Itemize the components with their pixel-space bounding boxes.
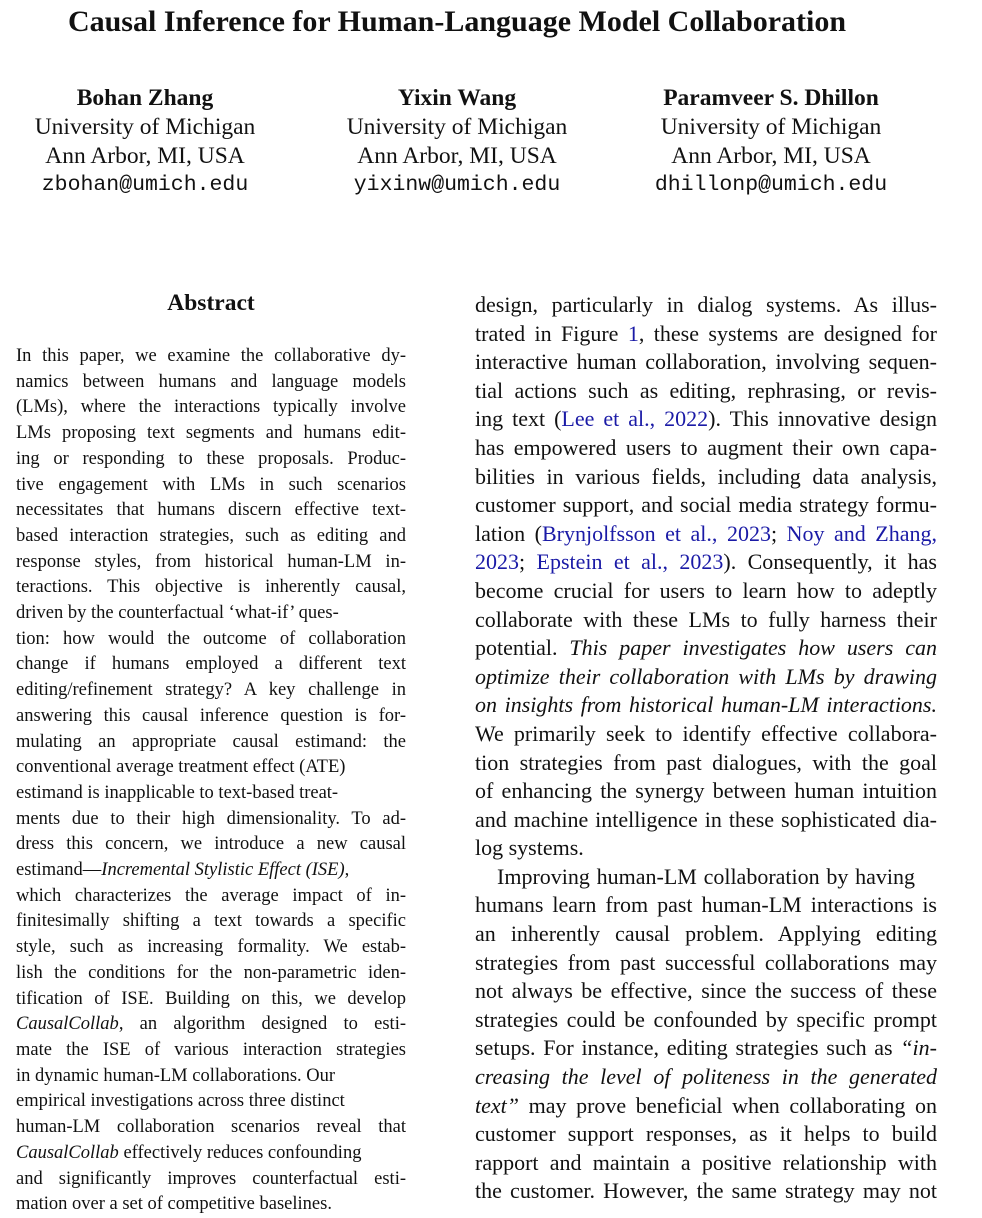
body-line: strategies could be confounded by specific prompt	[475, 1006, 937, 1032]
abstract-line: editing/refinement strategy? A key challenge in	[16, 680, 406, 701]
body-line: bilities in various fields, including data analysis,	[475, 463, 937, 489]
abstract-line: mate the ISE of various interaction strategies	[16, 1039, 406, 1060]
figure-link[interactable]: 1	[627, 320, 639, 346]
abstract-line: answering this causal inference question is for-	[16, 705, 406, 726]
abstract-line: mation over a set of competitive baselines.	[16, 1194, 332, 1215]
author-name: Paramveer S. Dhillon	[663, 85, 879, 111]
abstract-line: estimand is inapplicable to text-based treat-	[16, 782, 339, 803]
body-line: customer support responses, as it helps to build	[475, 1121, 937, 1147]
body-line: lation (Brynjolfsson et al., 2023; Noy and Zhang,	[475, 520, 937, 546]
author-email[interactable]: zbohan@umich.edu	[41, 173, 249, 197]
body-line: tion strategies from past dialogues, with the goal	[475, 749, 937, 775]
ise-term: Incremental Stylistic Effect (ISE)	[101, 860, 345, 881]
author-name: Bohan Zhang	[76, 85, 214, 111]
abstract-line: (LMs), where the interactions typically involve	[16, 397, 406, 418]
body-line: not always be effective, since the success of these	[475, 978, 937, 1004]
abstract-line: which characterizes the average impact of in-	[16, 885, 406, 906]
body-line: 2023; Epstein et al., 2023). Consequently, it has	[475, 549, 937, 575]
abstract-line: namics between humans and language models	[16, 371, 406, 392]
abstract-line: mulating an appropriate causal estimand: the	[16, 731, 406, 752]
body-line: tial actions such as editing, rephrasing, or revis-	[475, 377, 937, 403]
author-location: Ann Arbor, MI, USA	[45, 143, 245, 169]
body-line: and machine intelligence in these sophisticated dia-	[475, 806, 937, 832]
abstract-line: LMs proposing text segments and humans edit-	[16, 423, 406, 444]
citation-link[interactable]: Noy and Zhang,	[786, 520, 937, 546]
abstract-line: CausalCollab, an algorithm designed to esti-	[16, 1014, 406, 1035]
abstract-line: dress this concern, we introduce a new causal	[16, 834, 406, 855]
body-line: log systems.	[475, 835, 584, 861]
abstract-line: necessitates that humans discern effective text-	[16, 500, 406, 521]
body-line: strategies from past successful collaborations may	[475, 949, 937, 975]
citation-link[interactable]: Epstein et al., 2023	[536, 549, 724, 575]
citation-link[interactable]: 2023	[475, 549, 519, 575]
body-line: become crucial for users to learn how to adeptly	[475, 577, 937, 603]
author-location: Ann Arbor, MI, USA	[671, 143, 871, 169]
author-location: Ann Arbor, MI, USA	[357, 143, 557, 169]
author-block	[20, 84, 270, 200]
abstract-line: ing or responding to these proposals. Produc-	[16, 448, 406, 469]
body-text	[475, 291, 937, 1206]
author-block	[631, 84, 911, 200]
causalcollab-term: CausalCollab	[16, 1014, 119, 1035]
abstract-text	[16, 344, 406, 1218]
author-affiliation: University of Michigan	[34, 114, 256, 140]
causalcollab-term: CausalCollab	[16, 1142, 119, 1163]
abstract-line: based interaction strategies, such as editing and	[16, 525, 406, 546]
abstract-line: human-LM collaboration scenarios reveal that	[16, 1117, 406, 1138]
abstract-line: in dynamic human-LM collaborations. Our	[16, 1065, 336, 1086]
abstract-line: finitesimally shifting a text towards a specific	[16, 911, 406, 932]
body-line: the customer. However, the same strategy may not	[475, 1178, 937, 1204]
body-line: trated in Figure 1, these systems are designed for	[475, 320, 937, 346]
body-line: optimize their collaboration with LMs by drawing	[475, 663, 937, 689]
author-email[interactable]: yixinw@umich.edu	[353, 173, 561, 197]
author-block	[332, 84, 582, 200]
abstract-line: tive engagement with LMs in such scenarios	[16, 474, 406, 495]
abstract-line: empirical investigations across three distinct	[16, 1091, 345, 1112]
body-line: ing text (Lee et al., 2022). This innovative design	[475, 406, 937, 432]
body-line: potential. This paper investigates how users can	[475, 635, 937, 661]
abstract-heading: Abstract	[167, 290, 255, 316]
emphasis-text: This paper investigates how users can	[569, 635, 937, 661]
abstract-line: and significantly improves counterfactual esti-	[16, 1168, 406, 1189]
body-line: customer support, and social media strategy formu-	[475, 492, 937, 518]
body-line: setups. For instance, editing strategies such as “in-	[475, 1035, 937, 1061]
author-email[interactable]: dhillonp@umich.edu	[654, 173, 888, 197]
body-line: rapport and maintain a positive relationship with	[475, 1149, 937, 1175]
emphasis-text: text”	[475, 1092, 519, 1118]
body-line: design, particularly in dialog systems. As illus-	[475, 292, 937, 317]
paper-title: Causal Inference for Human-Language Model Collaboration	[67, 5, 847, 38]
abstract-line: lish the conditions for the non-parametric iden-	[16, 962, 406, 983]
author-name: Yixin Wang	[397, 85, 517, 111]
body-line: has empowered users to augment their own capa-	[475, 434, 937, 460]
abstract-line: estimand—Incremental Stylistic Effect (ISE),	[16, 860, 350, 881]
body-line: interactive human collaboration, involving sequen-	[475, 349, 937, 375]
abstract-line: ments due to their high dimensionality. To ad-	[16, 808, 406, 829]
body-line: of enhancing the synergy between human intuition	[475, 778, 937, 804]
body-line: We primarily seek to identify effective collabora-	[475, 720, 937, 746]
abstract-line: In this paper, we examine the collaborative dy-	[16, 346, 406, 366]
abstract-line: CausalCollab effectively reduces confounding	[16, 1142, 362, 1163]
body-line: collaborate with these LMs to fully harness their	[475, 606, 937, 632]
emphasis-text: “in-	[900, 1035, 937, 1061]
abstract-line: tion: how would the outcome of collaboration	[16, 628, 406, 649]
abstract-line: driven by the counterfactual ‘what-if’ ques-	[16, 603, 339, 624]
abstract-line: change if humans employed a different text	[16, 654, 406, 675]
body-line: humans learn from past human-LM interactions is	[475, 892, 937, 918]
abstract-line: tification of ISE. Building on this, we develop	[16, 988, 406, 1009]
author-affiliation: University of Michigan	[660, 114, 882, 140]
body-line: Improving human-LM collaboration by having	[497, 863, 915, 889]
body-line: an inherently causal problem. Applying editing	[475, 921, 937, 947]
body-line: creasing the level of politeness in the generated	[475, 1064, 937, 1090]
body-line: on insights from historical human-LM interactions.	[475, 692, 937, 718]
author-affiliation: University of Michigan	[346, 114, 568, 140]
abstract-line: teractions. This objective is inherently causal,	[16, 577, 406, 598]
abstract-line: conventional average treatment effect (ATE)	[16, 757, 346, 778]
abstract-line: style, such as increasing formality. We estab-	[16, 937, 406, 958]
citation-link[interactable]: Brynjolfsson et al., 2023	[541, 520, 771, 546]
body-line: text” may prove beneficial when collaborating on	[475, 1092, 937, 1118]
abstract-line: response styles, from historical human-LM in-	[16, 551, 406, 572]
citation-link[interactable]: Lee et al., 2022	[561, 406, 709, 432]
